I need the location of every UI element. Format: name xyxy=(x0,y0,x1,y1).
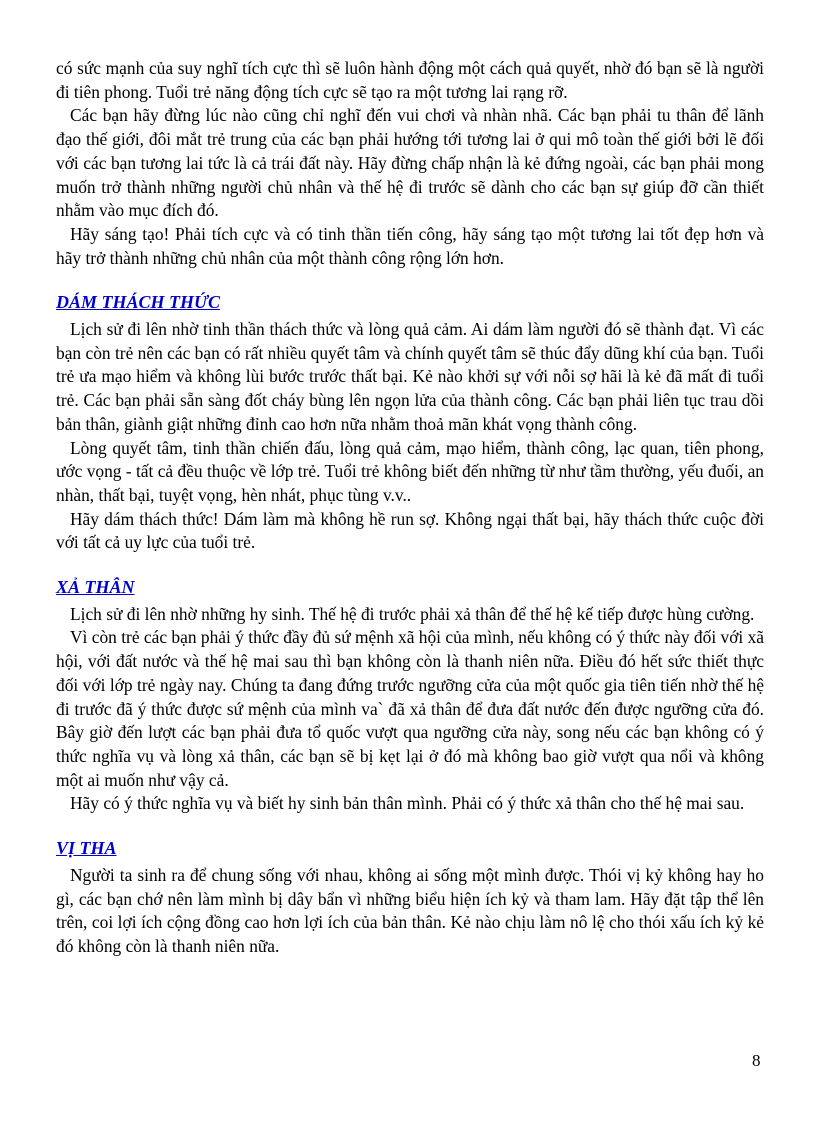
section-heading: DÁM THÁCH THỨC xyxy=(56,292,220,313)
paragraph: Lịch sử đi lên nhờ tinh thần thách thức và lòng quả cảm. Ai dám làm người đó sẽ thành đạt. Vì các bạn còn trẻ nên các bạn có rất nhiều quyết tâm và chính quyết tâm sẽ thúc đẩy dũng khí của bạn. Tuổi trẻ ưa mạo hiểm và không lùi bước trước thất bại. Kẻ nào khởi sự với nỗi sợ hãi là kẻ đã mất đi tuổi trẻ. Các bạn phải sẵn sàng đốt cháy bùng lên ngọn lửa của thành công. Các bạn phải liên tục trau dồi bản thân, giành giật những đỉnh cao hơn nữa nhằm thoả mãn khát vọng thành công. xyxy=(56,319,764,434)
paragraph: Hãy sáng tạo! Phải tích cực và có tinh thần tiến công, hãy sáng tạo một tương lai tốt đẹp hơn và hãy trở thành những chủ nhân của một thành công rộng lớn hơn. xyxy=(56,223,764,268)
paragraph: Vì còn trẻ các bạn phải ý thức đầy đủ sứ mệnh xã hội của mình, nếu không có ý thức này đối với xã hội, với đất nước và thế hệ mai sau thì bạn không còn là thanh niên nữa. Điều đó hết sức thiết thực đối với lớp trẻ ngày nay. Chúng ta đang đứng trước ngưỡng cửa của một quốc gia tiên tiến nhờ thế hệ đi trước đã ý thức được sứ mệnh của mình va` đã xả thân để đưa đất nước đến được ngưỡng cửa đó. Bây giờ đến lượt các bạn phải đưa tổ quốc vượt qua ngưỡng cửa này, song nếu các bạn không có ý thức nghĩa vụ và lòng xả thân, các bạn sẽ bị kẹt lại ở đó mà không bao giờ vượt qua nổi và không một ai muốn như vậy cả. xyxy=(56,627,764,790)
paragraph: có sức mạnh của suy nghĩ tích cực thì sẽ luôn hành động một cách quả quyết, nhờ đó bạn sẽ là người đi tiên phong. Tuổi trẻ năng động tích cực sẽ tạo ra một tương lai rạng rỡ. xyxy=(56,58,764,102)
section-heading: VỊ THA xyxy=(56,838,117,859)
section-vi-tha xyxy=(56,837,764,959)
paragraph: Các bạn hãy đừng lúc nào cũng chỉ nghĩ đến vui chơi và nhàn nhã. Các bạn phải tu thân để lãnh đạo thế giới, đôi mắt trẻ trung của các bạn phải hướng tới tương lai ở qui mô toàn thế giới bởi lẽ đối với các bạn tương lai tức là cả trái đất này. Hãy đừng chấp nhận là kẻ đứng ngoài, các bạn phải mong muốn trở thành những người chủ nhân và thế hệ đi trước sẽ dành cho các bạn sự giúp đỡ cần thiết nhằm vào mục đích đó. xyxy=(56,105,764,221)
section-dam-thach-thuc xyxy=(56,291,764,555)
section-heading: XẢ THÂN xyxy=(56,577,135,598)
paragraph: Lòng quyết tâm, tinh thần chiến đấu, lòng quả cảm, mạo hiểm, thành công, lạc quan, tiên phong, ước vọng - tất cả đều thuộc về lớp trẻ. Tuổi trẻ không biết đến những từ như tầm thường, yếu đuối, an nhàn, thất bại, tuyệt vọng, hèn nhát, phục tùng v.v.. xyxy=(56,437,764,505)
paragraph: Người ta sinh ra để chung sống với nhau, không ai sống một mình được. Thói vị kỷ không hay ho gì, các bạn chớ nên làm mình bị dây bẩn vì những biểu hiện ích kỷ và tham lam. Hãy đặt tập thể lên trên, coi lợi ích cộng đồng cao hơn lợi ích của bản thân. Kẻ nào chịu làm nô lệ cho thói xấu ích kỷ kẻ đó không còn là thanh niên nữa. xyxy=(56,864,764,956)
paragraph: Hãy dám thách thức! Dám làm mà không hề run sợ. Không ngại thất bại, hãy thách thức cuộc đời với tất cả uy lực của tuổi trẻ. xyxy=(56,508,764,553)
paragraph: Hãy có ý thức nghĩa vụ và biết hy sinh bản thân mình. Phải có ý thức xả thân cho thế hệ mai sau. xyxy=(70,793,745,814)
paragraph: Lịch sử đi lên nhờ những hy sinh. Thế hệ đi trước phải xả thân để thế hệ kế tiếp được hùng cường. xyxy=(70,603,755,624)
intro-block xyxy=(56,57,764,270)
page-number: 8 xyxy=(752,1051,761,1070)
document-page xyxy=(56,57,764,959)
section-xa-than xyxy=(56,576,764,816)
